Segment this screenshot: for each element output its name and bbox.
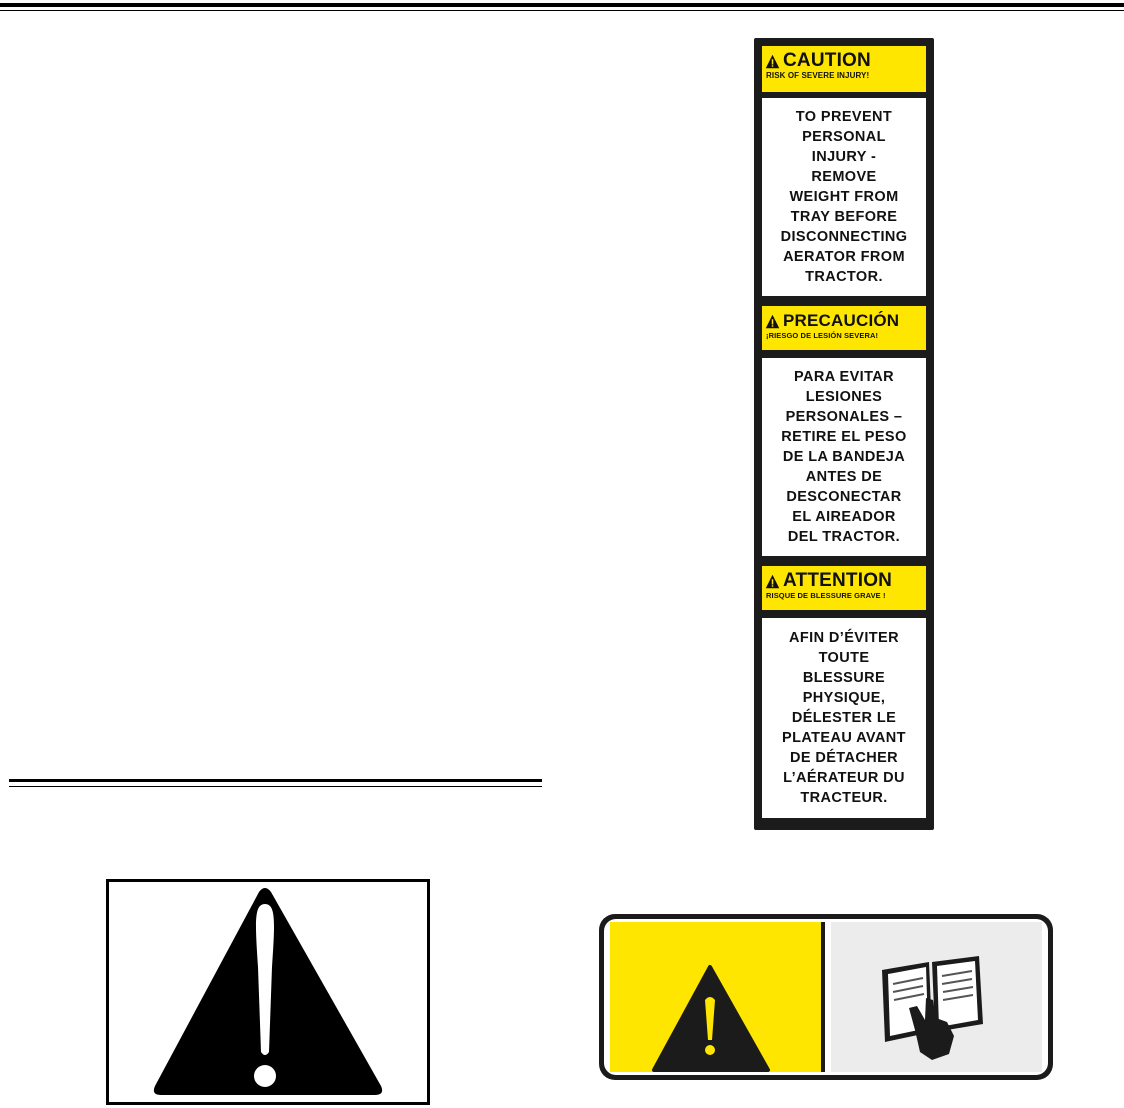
text-line: L’AÉRATEUR DU	[783, 770, 905, 786]
caution-subtitle: RISK OF SEVERE INJURY!	[766, 71, 870, 80]
section-rule-thin	[9, 786, 542, 787]
text-line: BLESSURE	[802, 670, 886, 686]
text-line: TO PREVENT	[795, 109, 893, 125]
caution-header-english	[762, 46, 926, 92]
general-warning-symbol	[106, 879, 430, 1105]
text-line: DÉLESTER LE	[791, 710, 897, 726]
text-line: DESCONECTAR	[786, 489, 902, 505]
text-line: PERSONALES –	[785, 409, 903, 425]
caution-text-french	[762, 618, 926, 818]
caution-text-spanish	[762, 358, 926, 556]
section-rule-thick	[9, 779, 542, 782]
text-line: PHYSIQUE,	[802, 690, 886, 706]
text-line: LESIONES	[805, 389, 883, 405]
text-line: REMOVE	[811, 169, 877, 185]
caution-subtitle: ¡RIESGO DE LESIÓN SEVERA!	[766, 331, 879, 340]
text-line: PLATEAU AVANT	[782, 730, 906, 746]
read-manual-decal	[597, 912, 1055, 1082]
top-rule-thin	[0, 10, 1124, 11]
text-line: AFIN D’ÉVITER	[789, 630, 899, 646]
text-line: ANTES DE	[805, 469, 883, 485]
warning-triangle-icon	[109, 882, 427, 1102]
text-line: AERATOR FROM	[783, 249, 905, 265]
text-line: EL AIREADOR	[792, 509, 896, 525]
text-line: PARA EVITAR	[794, 369, 894, 385]
text-line: TRAY BEFORE	[790, 209, 898, 225]
text-line: INJURY -	[811, 149, 877, 165]
text-line: TRACTOR.	[805, 269, 883, 285]
text-line: DE LA BANDEJA	[782, 449, 906, 465]
text-line: PERSONAL	[802, 129, 886, 145]
text-line: DE DÉTACHER	[789, 750, 899, 766]
text-line: DISCONNECTING	[780, 229, 908, 245]
caution-decal	[754, 38, 934, 830]
text-line: RETIRE EL PESO	[781, 429, 907, 445]
warning-triangle-icon	[765, 574, 780, 589]
caution-text-english	[762, 98, 926, 296]
caution-title: CAUTION	[783, 50, 871, 71]
caution-title: ATTENTION	[783, 570, 893, 591]
top-rule-thick	[0, 3, 1124, 7]
caution-subtitle: RISQUE DE BLESSURE GRAVE !	[766, 591, 886, 600]
text-line: TOUTE	[818, 650, 870, 666]
warning-triangle-icon	[765, 54, 780, 69]
caution-header-french	[762, 566, 926, 610]
text-line: DEL TRACTOR.	[787, 529, 901, 545]
text-line: TRACTEUR.	[800, 790, 888, 806]
caution-title: PRECAUCIÓN	[783, 311, 900, 330]
warning-triangle-icon	[765, 314, 780, 329]
text-line: WEIGHT FROM	[789, 189, 899, 205]
caution-header-spanish	[762, 306, 926, 350]
